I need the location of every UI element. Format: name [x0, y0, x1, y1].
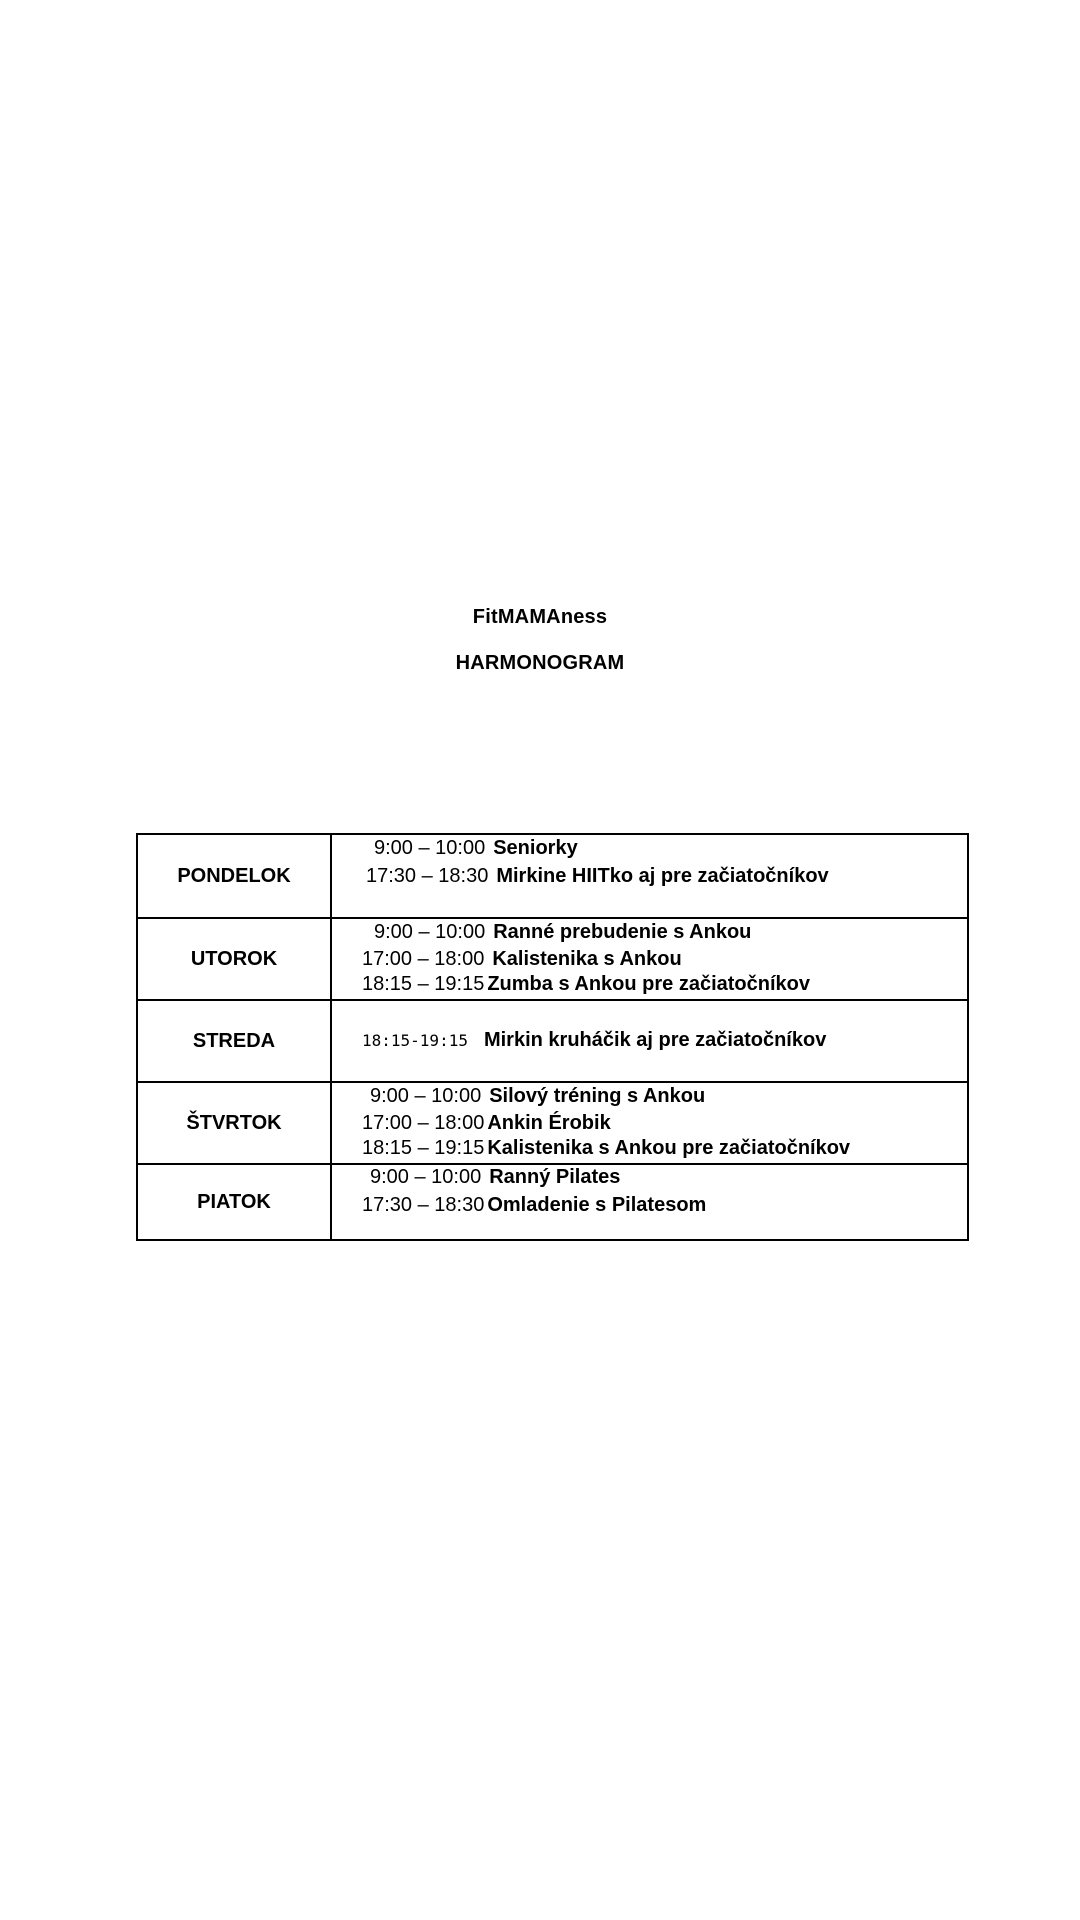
session-name: Omladenie s Pilatesom: [487, 1194, 707, 1216]
session-name: Ranný Pilates: [489, 1166, 621, 1188]
session-name: Ankin Érobik: [487, 1112, 611, 1134]
day-label: PIATOK: [138, 1165, 332, 1239]
session-name: Mirkin kruháčik aj pre začiatočníkov: [483, 1029, 827, 1051]
session-time: 9:00 – 10:00: [374, 837, 486, 859]
sessions-cell: [332, 835, 967, 917]
session-time: 17:00 – 18:00: [362, 948, 485, 970]
session-time: 18:15 – 19:15: [362, 973, 485, 995]
session-entry: [374, 836, 578, 860]
session-entry: [362, 972, 810, 996]
sessions-cell: [332, 919, 967, 999]
session-entry: [362, 1193, 706, 1217]
table-row: [138, 999, 967, 1081]
session-name: Seniorky: [493, 837, 578, 859]
session-time: 9:00 – 10:00: [370, 1166, 482, 1188]
day-label: ŠTVRTOK: [138, 1083, 332, 1163]
session-time: 17:00 – 18:00: [362, 1112, 485, 1134]
session-time: 17:30 – 18:30: [366, 865, 489, 887]
sessions-cell: [332, 1165, 967, 1239]
table-row: [138, 1163, 967, 1239]
session-entry: [366, 864, 829, 888]
sessions-cell: [332, 1083, 967, 1163]
day-label: PONDELOK: [138, 835, 332, 917]
page-title: HARMONOGRAM: [455, 652, 625, 674]
session-entry: [362, 1136, 850, 1160]
session-name: Zumba s Ankou pre začiatočníkov: [487, 973, 811, 995]
session-time: 18:15 – 19:15: [362, 1137, 485, 1159]
session-time: 18:15-19:15: [362, 1031, 468, 1050]
session-name: Kalistenika s Ankou pre začiatočníkov: [487, 1137, 851, 1159]
session-entry: [362, 947, 682, 971]
session-time: 17:30 – 18:30: [362, 1194, 485, 1216]
sessions-cell: [332, 1001, 967, 1081]
session-name: Silový tréning s Ankou: [489, 1085, 706, 1107]
session-entry: [362, 1111, 611, 1135]
session-entry: [370, 1165, 620, 1189]
brand-name: FitMAMAness: [472, 606, 608, 628]
table-row: [138, 835, 967, 917]
session-name: Kalistenika s Ankou: [492, 948, 682, 970]
session-entry: [362, 1028, 826, 1053]
session-name: Ranné prebudenie s Ankou: [493, 921, 752, 943]
table-row: [138, 917, 967, 999]
session-time: 9:00 – 10:00: [374, 921, 486, 943]
table-row: [138, 1081, 967, 1163]
session-entry: [374, 920, 751, 944]
session-name: Mirkine HIITko aj pre začiatočníkov: [496, 865, 829, 887]
day-label: UTOROK: [138, 919, 332, 999]
session-entry: [370, 1084, 705, 1108]
session-time: 9:00 – 10:00: [370, 1085, 482, 1107]
day-label: STREDA: [138, 1001, 332, 1081]
schedule-table: [136, 833, 969, 1241]
